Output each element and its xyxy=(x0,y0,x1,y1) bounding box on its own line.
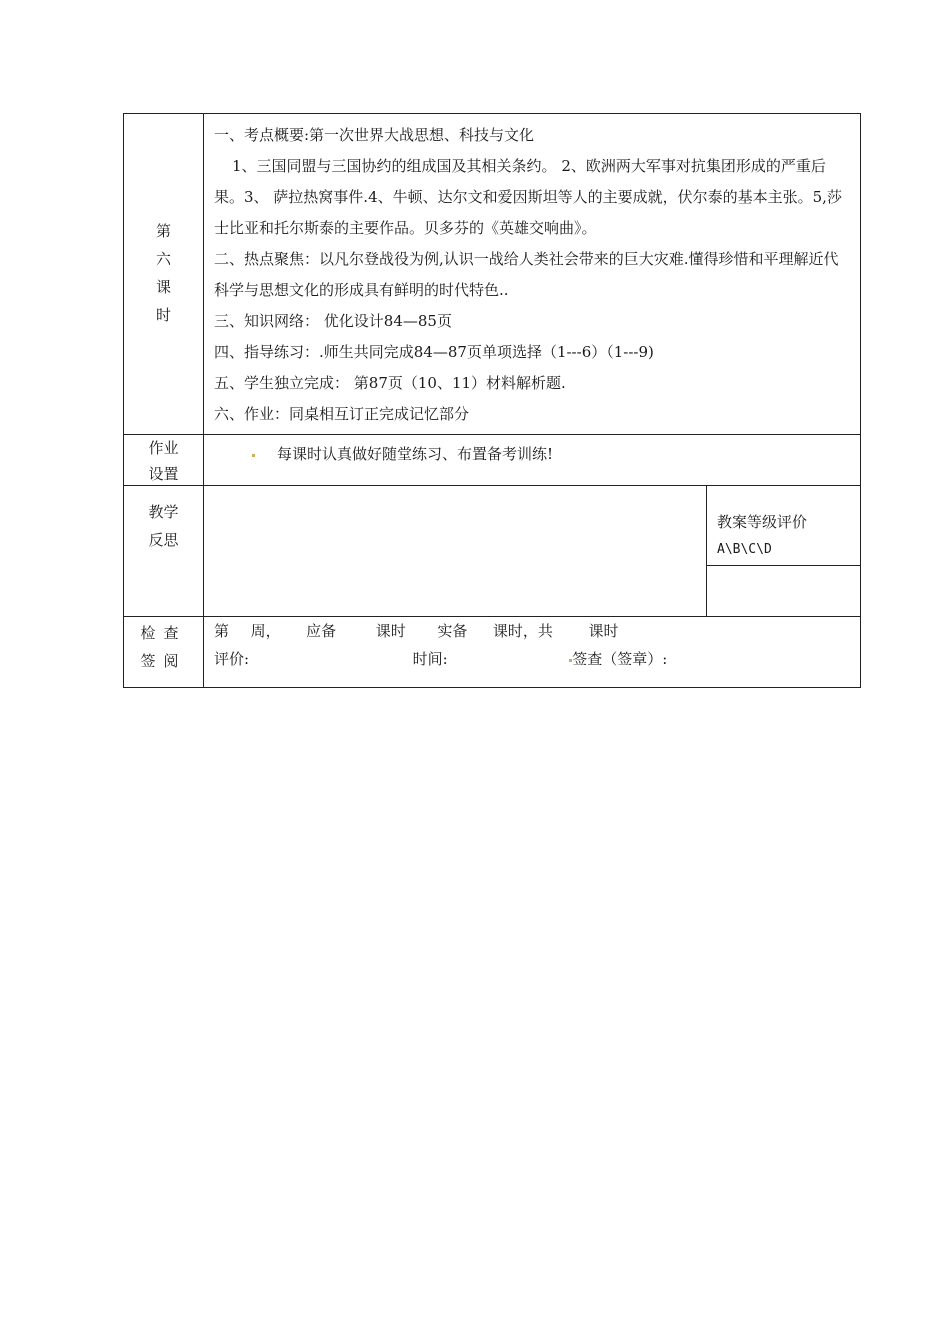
grade-title: 教案等级评价 xyxy=(717,513,808,531)
lesson-row xyxy=(124,114,861,435)
reflection-row xyxy=(124,486,861,617)
review-label-line: 检查 xyxy=(140,624,187,642)
lesson-content-cell xyxy=(204,114,861,435)
planned-label: 应备 xyxy=(306,622,337,640)
review-content-cell xyxy=(204,617,861,688)
lesson-line-independent: 五、学生独立完成： 第87页（10、11）材料解析题. xyxy=(214,374,566,392)
lesson-line-guided: 四、指导练习：.师生共同完成84—87页单项选择（1---6）（1---9) xyxy=(214,343,654,361)
planned-unit: 课时 xyxy=(375,622,406,640)
review-label-line: 签阅 xyxy=(140,652,187,670)
grade-entry[interactable] xyxy=(707,566,860,616)
total-unit: 课时 xyxy=(588,622,619,640)
lesson-label-char: 时 xyxy=(155,306,171,324)
lesson-line-points: 1、三国同盟与三国协约的组成国及其相关条约。 2、欧洲两大军事对抗集团形成的严重后果。3、 萨拉热窝事件.4、牛顿、达尔文和爱因斯坦等人的主要成就，伏尔泰的基本主张。5,莎士比亚和托尔斯泰的主要作品。贝多芬的《英雄交响曲》。 xyxy=(214,157,842,237)
homework-label-line: 作业 xyxy=(148,439,179,457)
reflection-content-cell[interactable] xyxy=(204,486,707,617)
lesson-line-homework: 六、作业：同桌相互订正完成记忆部分 xyxy=(214,405,470,423)
grade-evaluation xyxy=(707,486,860,566)
homework-label-cell xyxy=(124,435,204,486)
homework-row xyxy=(124,435,861,486)
review-sign-row xyxy=(214,645,860,673)
homework-text: 每课时认真做好随堂练习、布置备考训练! xyxy=(277,445,554,463)
evaluation-label: 评价: xyxy=(214,650,250,668)
homework-label-line: 设置 xyxy=(148,465,179,483)
lesson-label xyxy=(156,217,171,329)
lesson-content xyxy=(204,114,860,434)
lesson-plan-table xyxy=(123,113,861,688)
actual-label: 实备 xyxy=(437,622,468,640)
review-label-cell xyxy=(124,617,204,688)
reflection-label-line: 反思 xyxy=(148,531,179,549)
grade-options: A\B\C\D xyxy=(717,542,772,557)
time-label: 时间: xyxy=(412,650,448,668)
homework-label xyxy=(124,435,203,485)
review-hours-row xyxy=(214,617,860,645)
lesson-line-overview: 一、考点概要:第一次世界大战思想、科技与文化 xyxy=(214,126,535,144)
reflection-label-line: 教学 xyxy=(148,503,179,521)
lesson-label-char: 课 xyxy=(155,278,171,296)
week-label: 第 xyxy=(214,622,230,640)
grade-cell xyxy=(707,486,861,617)
actual-unit: 课时，共 xyxy=(492,622,553,640)
lesson-label-char: 六 xyxy=(155,250,171,268)
lesson-label-char: 第 xyxy=(155,222,171,240)
lesson-line-network: 三、知识网络： 优化设计84—85页 xyxy=(214,312,452,330)
reflection-label-cell xyxy=(124,486,204,617)
lesson-label-cell xyxy=(124,114,204,435)
bullet-dot-icon xyxy=(252,454,255,457)
signature-label: 签查（签章）: xyxy=(572,650,668,668)
week-suffix: 周， xyxy=(250,622,281,640)
review-row xyxy=(124,617,861,688)
reflection-label xyxy=(124,486,203,616)
review-label xyxy=(124,617,203,687)
lesson-line-hotspot: 二、热点聚焦：以凡尔登战役为例,认识一战给人类社会带来的巨大灾难.懂得珍惜和平理解近代科学与思想文化的形成具有鲜明的时代特色.. xyxy=(214,250,839,299)
homework-content-cell xyxy=(204,435,861,486)
